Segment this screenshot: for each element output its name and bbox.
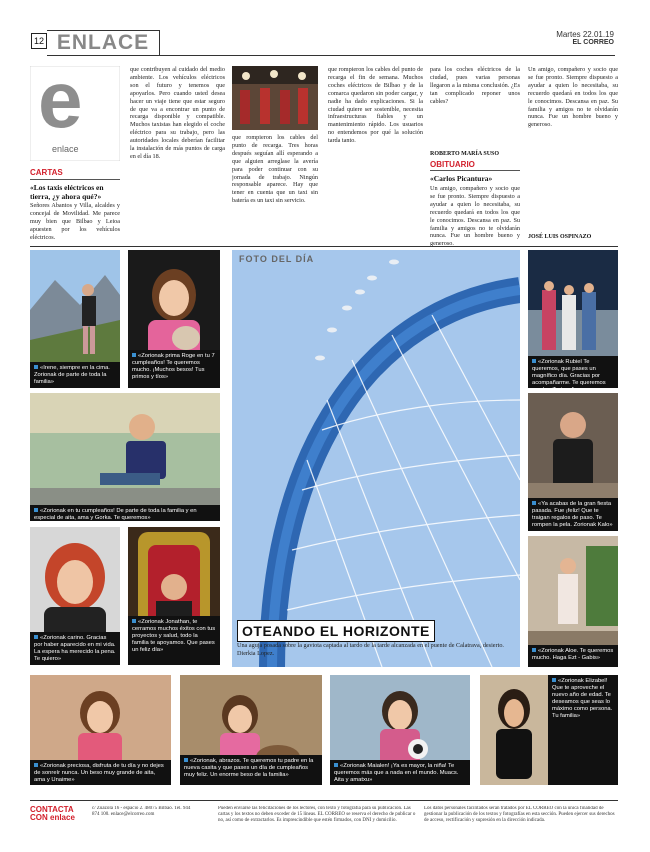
photo-girl-dog2-caption: «Zorionak, abrazos. Te queremos tu padre en la nueva casita y que pases un día de cumpleaños muy feliz. Un enorme beso de la familia» [180, 755, 322, 785]
photo-man-kalo-caption: «Ya acabas de la gran fiesta pasada. Fue ¡feliz! Que te traigan regalos de paso. Te rompen la pela. Zorionak Kalo» [528, 498, 618, 531]
footer-logo [30, 806, 75, 822]
photo-maialen-caption: «Zorionak Maialen! ¡Ya es mayor, la niña! Te queremos más que a nada en el mundo. Muacs. Aita y amatxu» [330, 760, 470, 785]
photo-irene-caption: «Irene, siempre en la cima. Zorionak de parte de toda la familia» [30, 362, 120, 388]
logo-word: enlace [52, 144, 79, 154]
photo-elizabel [480, 675, 548, 785]
footer-address: c/ Zuazola 16 - espacio 2. 48075 Bilbao. Tel. 944 874 100. enlace@elcorreo.com [92, 806, 191, 817]
obituario-headline: «Carlos Picantura» [430, 174, 493, 183]
letter-text-col3: que rompieron los cables del punto de recarga. Tres horas después seguían allí esperando a que alguien arreglase la avería para poder continuar con su jornada de trabajo. Ningún responsable aparece. Hay que tener en cuenta que un taxi sin batería es un taxi sin servicio. [232, 134, 318, 205]
footer-logo-top: CONTACTA [30, 805, 74, 814]
footer-logo-bottom: CON enlace [30, 813, 75, 822]
section-title: ENLACE [47, 30, 160, 56]
photo-boy-lake [30, 393, 220, 521]
cartas-section-label: CARTAS [30, 168, 63, 177]
letter-text-col1: Señores Abantos y Villa, alcaldes y concejal de Movilidad. Me parece muy bien que Bilbao y Leioa apuesten por los vehículos eléctricos. [30, 202, 120, 241]
footer-rule [30, 800, 618, 801]
enlace-logo [30, 55, 120, 161]
footer-legal-2: Los datos personales facilitados serán tratados por EL CORREO con la única finalidad de gestionar la publicación de los textos y fotografías en esta sección. Pueden ejercer sus derechos de acceso, rectificación y supresión en la dirección indicada. [424, 806, 615, 823]
feature-headline: OTEANDO EL HORIZONTE [237, 620, 435, 642]
obituario-section-label: OBITUARIO [430, 160, 475, 169]
newspaper-name: EL CORREO [572, 39, 614, 46]
obituario-rule [430, 170, 520, 171]
letter-author: ROBERTO MARÍA SUSO [430, 151, 500, 157]
page-number: 12 [31, 33, 47, 49]
photo-jonathan-caption: «Zorionak Jonathan, te cerramos muchos éxitos con tus proyectos y salud, todo la familia te apoyamos. Que pases un feliz día» [128, 616, 220, 665]
photo-girl-dog-caption: «Zorionak prima Roge en tu 7 cumpleaños! Te queremos mucho. ¡Muchos besos! Tus primos y tíos» [128, 350, 220, 388]
mid-rule [30, 246, 618, 247]
letter-text-col4: que rompieron los cables del punto de recarga el fin de semana. Muchos coches eléctricos de Bilbao y de la comarca quedaron sin poder cargar, y nadie ha dado explicaciones. Si la ciudad quiere ser sostenible, necesita infraestructuras fiables y un mantenimiento rápido. Los usuarios no entendemos por qué la solución tarda tanto. [328, 66, 423, 145]
letter-text-col5: para los coches eléctricos de la ciudad, pues varias personas llegaron a la misma conclusión. ¿Es tan complicado reponer unos cables? [430, 66, 520, 105]
photo-woman-redhair-caption: «Zorionak carino. Gracias por haber aparecido en mi vida. La espera ha merecido la pena. Te quiero» [30, 632, 120, 665]
cartas-rule [30, 179, 120, 180]
photo-children-fountain-caption: «Zorionak Rubiel Te queremos, que pases un magnífico día. Gracias por acompañarme. Te queremos mucho. Tortz y Anes» [528, 356, 618, 388]
photo-boy-lake-caption: «Zorionak en tu cumpleaños! De parte de toda la familia y en especial de aita, ama y Gorka. Te queremos» [30, 505, 220, 521]
letter-photo [232, 66, 318, 130]
issue-date: Martes 22.01.19 [556, 30, 614, 39]
photo-girl-smile-caption: «Zorionak preciosa, disfruta de tu día y no dejes de sonreír nunca. Un beso muy grande de aita, ama y Unaime» [30, 760, 171, 785]
photo-girl-aloe-caption: «Zorionak Aloe. Te queremos mucho. Haga Ezt - Gabis» [528, 645, 618, 667]
header-rule [160, 55, 615, 56]
footer-legal-1: Pueden enviarse las felicitaciones de los lectores, con texto y fotografía para su publicación. Las cartas y los textos no deben exceder de 15 líneas. EL CORREO se reserva el derecho de publicar o no, así como de extractarlos. Es imprescindible que estén firmados, con DNI y domicilio. [218, 806, 416, 823]
feature-label: FOTO DEL DÍA [239, 254, 315, 264]
letter-headline: «Los taxis eléctricos en tierra, ¿y ahora qué?» [30, 183, 104, 201]
logo-letter: e [38, 55, 83, 144]
obituario-text-cont: Un amigo, compañero y socio que se fue pronto. Siempre dispuesto a ayudar a quien lo necesitaba, su recuerdo quedará en todos los que le conocimos. Descansa en paz. Su familia y amigos no te olvidarán nunca. Fue un hombre bueno y generoso. [528, 66, 618, 129]
letter-text-col2: que contribuyen al cuidado del medio ambiente. Los vehículos eléctricos son el futuro y tenemos que apoyarlos. Pero cuando usted desea hacer un viaje tiene que estar seguro de que va a encontrar un punto de recarga disponible y compatible. Muchos taxistas han elegido el coche eléctrico para su trabajo, pero las autoridades locales deberían facilitar la instalación de más puntos de carga en el día 18. [130, 66, 225, 160]
photo-elizabel-caption: «Zorionak Elizabel! Que te aproveche el nuevo año de edad. Te deseamos que seas lo máximo como persona. Tu familia» [548, 675, 618, 785]
obituario-author: JOSÉ LUIS OSPINAZO [528, 234, 592, 240]
feature-photo [232, 250, 520, 667]
obituario-text: Un amigo, compañero y socio que se fue pronto. Siempre dispuesto a ayudar a quien lo necesitaba, su recuerdo quedará en todos los que le conocimos. Descansa en paz. Su familia y amigos no te olvidarán nunca. Fue un hombre bueno y generoso. [430, 185, 520, 246]
feature-caption: Una aguja posada sobre la gaviota captada al tardo de la tarde alcanzada en el puente de Calatrava, desierto. Dierkia Lopez. [237, 642, 504, 657]
